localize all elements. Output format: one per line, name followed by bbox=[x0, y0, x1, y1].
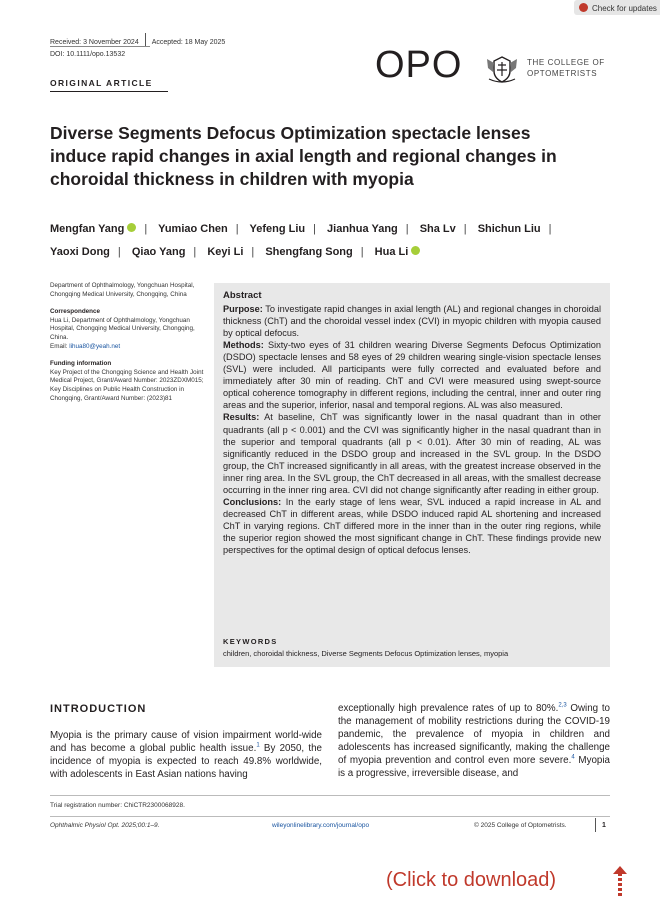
author-separator: | bbox=[251, 246, 255, 258]
introduction-left-column bbox=[50, 730, 322, 782]
college-name bbox=[527, 57, 605, 79]
purpose-text: To investigate rapid changes in axial length (AL) and regional changes in choroidal thickness (ChT) and the choroidal vessel index (CVI) in myopic children with myopia caused by optical defocus. bbox=[223, 304, 602, 339]
introduction-right-column bbox=[338, 703, 610, 780]
author-name: Hua Li bbox=[374, 246, 409, 258]
methods-text: Sixty-two eyes of 31 children wearing Diverse Segments Defocus Optimization (DSDO) spectacle lenses and 58 eyes of 29 children wearing single-vision spectacle lenses (SVL) were included. All participants were fully corrected and evaluated before and immediately after 30 min of reading. ChT and CVI were measured using swept-source optical coherence tomography in different regions, including the central, inner and outer ring areas and the superior, inferior, nasal and temporal regions. AL was also measured. bbox=[223, 340, 601, 411]
intro-text: Myopia is the primary cause of vision impairment world-wide and has become a global public health issue. bbox=[50, 730, 322, 754]
author-separator: | bbox=[360, 246, 364, 258]
author-name: Keyi Li bbox=[207, 246, 244, 258]
author-name: Shichun Liu bbox=[477, 223, 541, 235]
received-date: Received: 3 November 2024 bbox=[50, 39, 139, 46]
doi: DOI: 10.1111/opo.13532 bbox=[50, 51, 126, 58]
college-name-line2: OPTOMETRISTS bbox=[527, 69, 598, 78]
check-for-updates-label: Check for updates bbox=[592, 4, 657, 13]
intro-text: By 2050, the incidence of myopia is expected to reach 49.8% worldwide, with adolescents in East Asian nations having bbox=[50, 742, 323, 780]
author-list bbox=[50, 218, 610, 264]
funding-text: Key Project of the Chongqing Science and Health Joint Medical Project, Grant/Award Number: 2023ZDXM015; Key Disciplines on Public Health Construction in Chongqing, Grant/Award Number: (2023)81 bbox=[50, 368, 204, 402]
email-label: Email: bbox=[50, 342, 70, 350]
abstract-purpose bbox=[223, 303, 601, 339]
author-name: Mengfan Yang bbox=[50, 223, 125, 235]
author-separator: | bbox=[117, 246, 121, 258]
footer-rule bbox=[50, 816, 610, 817]
keywords: children, choroidal thickness, Diverse Segments Defocus Optimization lenses, myopia bbox=[223, 649, 509, 658]
abstract-methods bbox=[223, 339, 601, 411]
page-number: 1 bbox=[602, 822, 606, 829]
email-link[interactable]: lihua80@yeah.net bbox=[69, 342, 121, 350]
crossmark-icon bbox=[579, 3, 588, 12]
intro-text: exceptionally high prevalence rates of up to 80%. bbox=[338, 703, 559, 714]
abstract bbox=[223, 290, 601, 556]
accepted-date: Accepted: 18 May 2025 bbox=[151, 39, 226, 46]
trial-registration: Trial registration number: ChiCTR2300068928. bbox=[50, 802, 185, 809]
conclusions-label: Conclusions: bbox=[223, 496, 282, 507]
funding-heading: Funding information bbox=[50, 360, 112, 368]
author-name: Jianhua Yang bbox=[327, 223, 398, 235]
intro-text: Myopia is a progressive, irreversible disease, and bbox=[338, 754, 611, 779]
correspondence-heading: Correspondence bbox=[50, 308, 101, 316]
copyright: © 2025 College of Optometrists. bbox=[474, 822, 567, 829]
footer-divider bbox=[595, 818, 596, 832]
orcid-icon[interactable] bbox=[127, 223, 136, 232]
abstract-results bbox=[223, 411, 601, 495]
journal-logo: OPO bbox=[375, 44, 463, 86]
author-name: Shengfang Song bbox=[265, 246, 353, 258]
author-name: Sha Lv bbox=[419, 223, 456, 235]
author-name: Yumiao Chen bbox=[158, 223, 228, 235]
results-text: At baseline, ChT was significantly lower in the nasal quadrant than in other quadrants (all p < 0.001) and the CVI was significantly higher in the nasal quadrant than in the superior and temporal quadrants (all p < 0.01). After 30 min of reading, AL was significantly reduced in the DSDO group and increased in the SVL group. In the DSDO group, the ChT increased significantly in all areas, with the greatest increase observed in the inner ring area. In the SVL group, the ChT decreased in all areas, with the smallest decrease occurring in the inner ring area. CVI did not change significantly after reading in either group. bbox=[223, 412, 601, 495]
date-divider bbox=[145, 33, 146, 47]
journal-url-link[interactable]: wileyonlinelibrary.com/journal/opo bbox=[272, 822, 370, 829]
college-crest-icon bbox=[484, 54, 520, 84]
author-separator: | bbox=[193, 246, 197, 258]
abstract-conclusions bbox=[223, 496, 601, 556]
article-dates bbox=[50, 33, 225, 47]
author-separator: | bbox=[548, 223, 552, 235]
keywords-heading: KEYWORDS bbox=[223, 637, 278, 646]
author-separator: | bbox=[235, 223, 239, 235]
college-name-line1: THE COLLEGE OF bbox=[527, 58, 605, 67]
author-separator: | bbox=[313, 223, 316, 235]
reference-link[interactable]: 2,3 bbox=[558, 702, 567, 709]
trial-rule bbox=[50, 795, 610, 796]
download-arrow-icon[interactable] bbox=[611, 864, 629, 898]
check-for-updates-badge[interactable] bbox=[574, 0, 660, 15]
correspondence bbox=[50, 308, 205, 351]
correspondence-text: Hua Li, Department of Ophthalmology, Yongchuan Hospital, Chongqing Medical University, Chongqing, China. bbox=[50, 316, 195, 341]
correspondence-email-line bbox=[50, 343, 205, 352]
article-sidebar bbox=[50, 282, 205, 412]
funding bbox=[50, 360, 205, 403]
author-separator: | bbox=[463, 223, 467, 235]
results-label: Results: bbox=[223, 412, 260, 423]
author-name: Yaoxi Dong bbox=[50, 246, 110, 258]
article-type: ORIGINAL ARTICLE bbox=[50, 78, 153, 88]
abstract-heading: Abstract bbox=[223, 290, 262, 301]
author-separator: | bbox=[144, 223, 148, 235]
journal-citation: Ophthalmic Physiol Opt. 2025;00:1–9. bbox=[50, 822, 160, 829]
purpose-label: Purpose: bbox=[223, 304, 263, 315]
author-name: Yefeng Liu bbox=[249, 223, 306, 235]
methods-label: Methods: bbox=[223, 340, 264, 351]
orcid-icon[interactable] bbox=[411, 246, 420, 255]
intro-text: Owing to the management of mobility restrictions during the COVID-19 pandemic, the prevalence of myopia in children and adolescents has increased significantly, making the challenge of myopia prevention and control even more severe. bbox=[338, 703, 610, 766]
article-title: Diverse Segments Defocus Optimization spectacle lenses induce rapid changes in axial length and regional changes in choroidal thickness in children with myopia bbox=[50, 123, 557, 189]
reference-link[interactable]: 1 bbox=[256, 742, 260, 749]
reference-link[interactable]: 4 bbox=[571, 754, 575, 761]
introduction-heading: INTRODUCTION bbox=[50, 703, 147, 715]
author-separator: | bbox=[405, 223, 409, 235]
affiliation: Department of Ophthalmology, Yongchuan Hospital, Chongqing Medical University, Chongqing, China bbox=[50, 282, 195, 298]
header-rule bbox=[50, 46, 150, 47]
article-type-rule bbox=[50, 91, 168, 92]
author-name: Qiao Yang bbox=[131, 246, 186, 258]
download-button[interactable]: (Click to download) bbox=[386, 869, 557, 891]
conclusions-text: In the early stage of lens wear, SVL induced a rapid increase in AL and decreased ChT in different areas, while DSDO induced rapid AL shortening and increased ChT in varying regions. ChT differed more in the inner than in the outer ring regions, while the superior region showed the most significant change in ChT. These findings provide new perspectives for the optimal design of optical defocus lenses. bbox=[223, 496, 601, 555]
